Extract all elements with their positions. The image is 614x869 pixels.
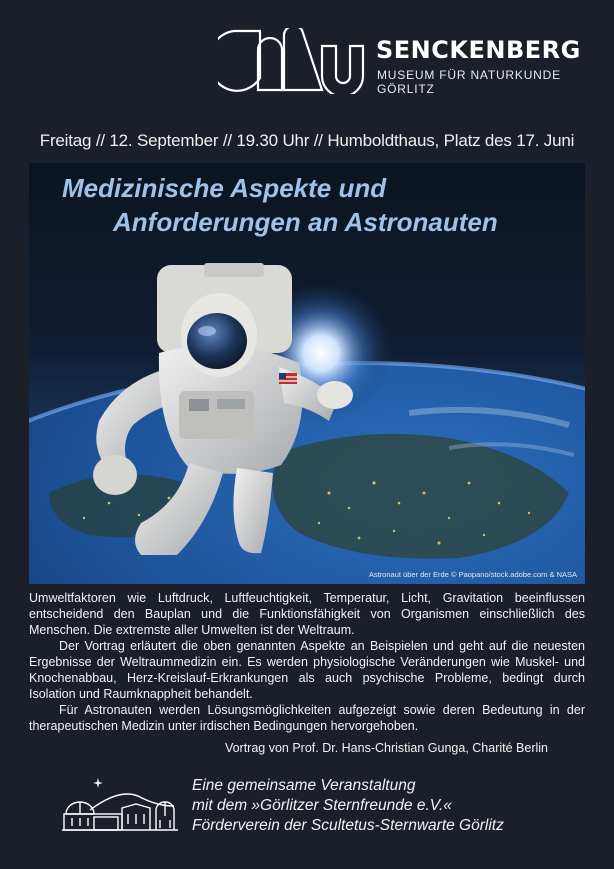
senckenberg-logo-icon [218, 28, 366, 94]
cooperation-line-2: mit dem »Görlitzer Sternfreunde e.V.« [192, 797, 452, 814]
senckenberg-logo [218, 28, 588, 98]
event-date-location: Freitag // 12. September // 19.30 Uhr // Humboldthaus, Platz des 17. Juni [39, 131, 575, 150]
paragraph-2: Der Vortrag erläutert die oben genannten Aspekte an Beispielen und geht auf die neuesten Ergebnisse der Weltraummedizin ein. Es werden physiologische Veränderungen wie Muskel- und Knochenabbau, Herz-Kreislauf-Erkrankungen als auch psychische Probleme, bedingt durch Isolation und Raumknappheit behandelt. [29, 639, 585, 701]
speaker-line: Vortrag von Prof. Dr. Hans-Christian Gunga, Charité Berlin [224, 741, 548, 755]
cooperation-note [192, 776, 504, 836]
cooperation-line-1: Eine gemeinsame Veranstaltung [192, 777, 416, 794]
observatory-icon [62, 776, 180, 834]
paragraph-1: Umweltfaktoren wie Luftdruck, Luftfeuchtigkeit, Temperatur, Licht, Gravitation beeinflussen entscheidend den Bauplan und die Funktionsfähigkeit von Organismen einschließlich des Menschen. Die extremste aller Umwelten ist der Weltraum. [29, 591, 585, 637]
paragraph-3: Für Astronauten werden Lösungsmöglichkeiten aufgezeigt sowie deren Bedeutung in der therapeutischen Medizin unter irdischen Bedingungen hervorgehoben. [29, 703, 585, 733]
brand-subtitle [377, 68, 561, 96]
title-line-1: Medizinische Aspekte und [62, 173, 387, 203]
title-line-2: Anforderungen an Astronauten [113, 207, 498, 237]
cooperation-line-3: Förderverein der Scultetus-Sternwarte Görlitz [192, 817, 504, 834]
description [29, 590, 585, 734]
image-credit: Astronaut über der Erde © Paopano/stock.adobe.com & NASA [368, 570, 577, 579]
brand-sub-line2: GÖRLITZ [377, 82, 435, 96]
brand-name: SENCKENBERG [376, 36, 581, 64]
hero-image [29, 163, 585, 584]
brand-sub-line1: MUSEUM FÜR NATURKUNDE [377, 68, 561, 82]
